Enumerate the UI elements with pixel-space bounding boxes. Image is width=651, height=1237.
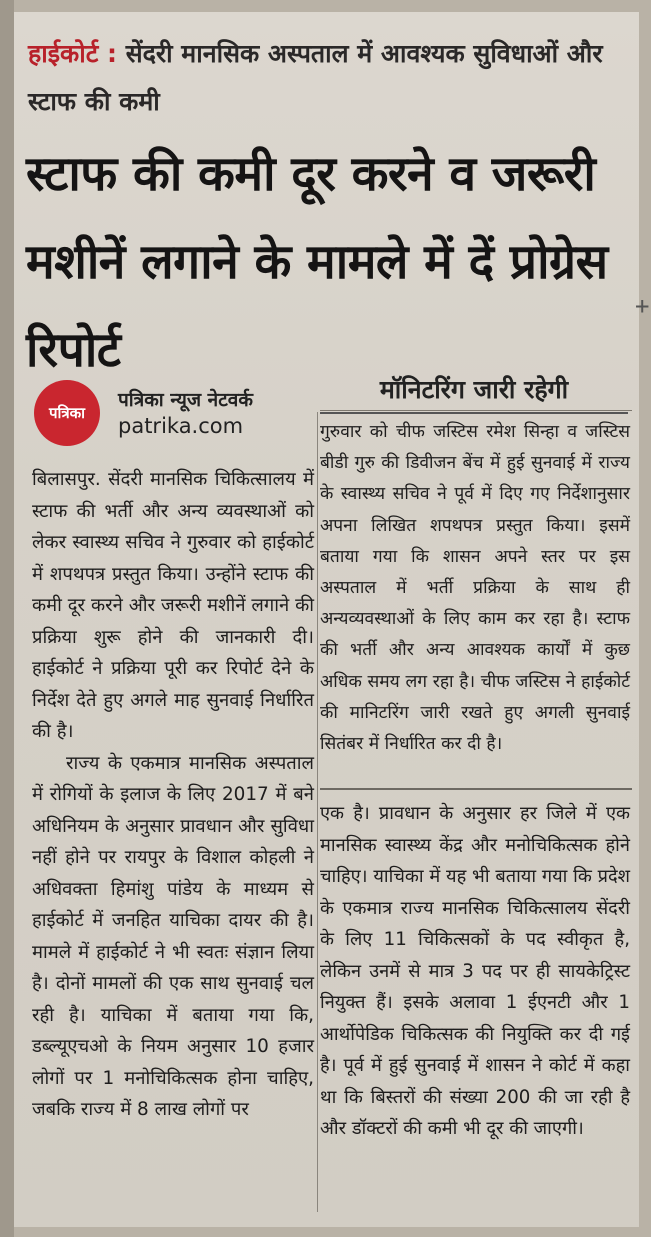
byline-site: patrika.com (118, 414, 244, 438)
right-column-bottom (320, 798, 630, 1145)
newspaper-clipping (14, 12, 650, 1227)
right-column-top (320, 417, 630, 760)
right-bottom-paragraph: एक है। प्रावधान के अनुसार हर जिले में एक मानसिक स्वास्थ्य केंद्र और मनोचिकित्सक होने चाहिए। याचिका में यह भी बताया गया कि प्रदेश के एकमात्र राज्य मानसिक चिकित्सालय सेंदरी के लिए 11 चिकित्सकों के पद स्वीकृत है, लेकिन उनमें से मात्र 3 पद पर ही सायकेट्रिस्ट नियुक्त हैं। इसके अलावा 1 ईएनटी और 1 आर्थोपेडिक चिकित्सक की नियुक्ति कर दी गई है। पूर्व में हुई सुनवाई में शासन ने कोर्ट में कहा था कि बिस्तरों की संख्या 200 की जा रही है और डॉक्टरों की कमी भी दूर की जाएगी। (320, 803, 630, 1139)
side-heading-rule (320, 410, 632, 411)
kicker-label: हाईकोर्ट : (28, 39, 118, 68)
left-paragraph-2: राज्य के एकमात्र मानसिक अस्पताल में रोगियों के इलाज के लिए 2017 में बने अधिनियम के अनुसार प्रावधान और सुविधा नहीं होने पर रायपुर के विशाल कोहली ने अधिवक्ता हिमांशु पांडेय के माध्यम से हाईकोर्ट में जनहित याचिका दायर की है। मामले में हाईकोर्ट ने भी स्वतः संज्ञान लिया है। दोनों मामलों की एक साथ सुनवाई चल रही है। याचिका में बताया गया कि, डब्ल्यूएचओ के नियम अनुसार 10 हजार लोगों पर 1 मनोचिकित्सक होना चाहिए, जबकि राज्य में 8 लाख लोगों पर (32, 752, 314, 1120)
left-column (32, 464, 314, 1126)
crop-mark: + (635, 292, 650, 320)
column-divider (317, 412, 318, 1212)
byline-network: पत्रिका न्यूज नेटवर्क (118, 389, 253, 411)
right-section-divider (320, 788, 632, 790)
patrika-logo: पत्रिका (34, 380, 100, 446)
side-heading: मॉनिटरिंग जारी रहेगी (320, 372, 628, 414)
headline: स्टाफ की कमी दूर करने व जरूरी मशीनें लगाने के मामले में दें प्रोग्रेस रिपोर्ट (26, 146, 608, 378)
byline (34, 372, 314, 452)
kicker-text: सेंदरी मानसिक अस्पताल में आवश्यक सुविधाओं और स्टाफ की कमी (28, 39, 603, 116)
kicker-line (28, 30, 628, 126)
right-top-paragraph: गुरुवार को चीफ जस्टिस रमेश सिन्हा व जस्टिस बीडी गुरु की डिवीजन बेंच में हुई सुनवाई में राज्य के स्वास्थ्य सचिव ने पूर्व में दिए गए निर्देशानुसार अपना लिखित शपथपत्र प्रस्तुत किया। इसमें बताया गया कि शासन अपने स्तर पर इस अस्पताल में भर्ती प्रक्रिया के साथ ही अन्यव्यवस्थाओं के लिए काम कर रहा है। स्टाफ की भर्ती और अन्य आवश्यक कार्यों में कुछ अधिक समय लग रहा है। चीफ जस्टिस ने हाईकोर्ट की मानिटरिंग जारी रखते हुए अगली सुनवाई सितंबर में निर्धारित कर दी है। (320, 422, 630, 755)
left-paragraph-1: बिलासपुर. सेंदरी मानसिक चिकित्सालय में स्टाफ की भर्ती और अन्य व्यवस्थाओं को लेकर स्वास्थ्य सचिव ने गुरुवार को हाईकोर्ट में शपथपत्र प्रस्तुत किया। उन्होंने स्टाफ की कमी दूर करने और जरूरी मशीनें लगाने की प्रक्रिया शुरू होने की जानकारी दी। हाईकोर्ट ने प्रक्रिया पूरी कर रिपोर्ट देने के निर्देश देते हुए अगले माह सुनवाई निर्धारित की है। (32, 469, 314, 742)
page-edge (0, 0, 14, 1237)
